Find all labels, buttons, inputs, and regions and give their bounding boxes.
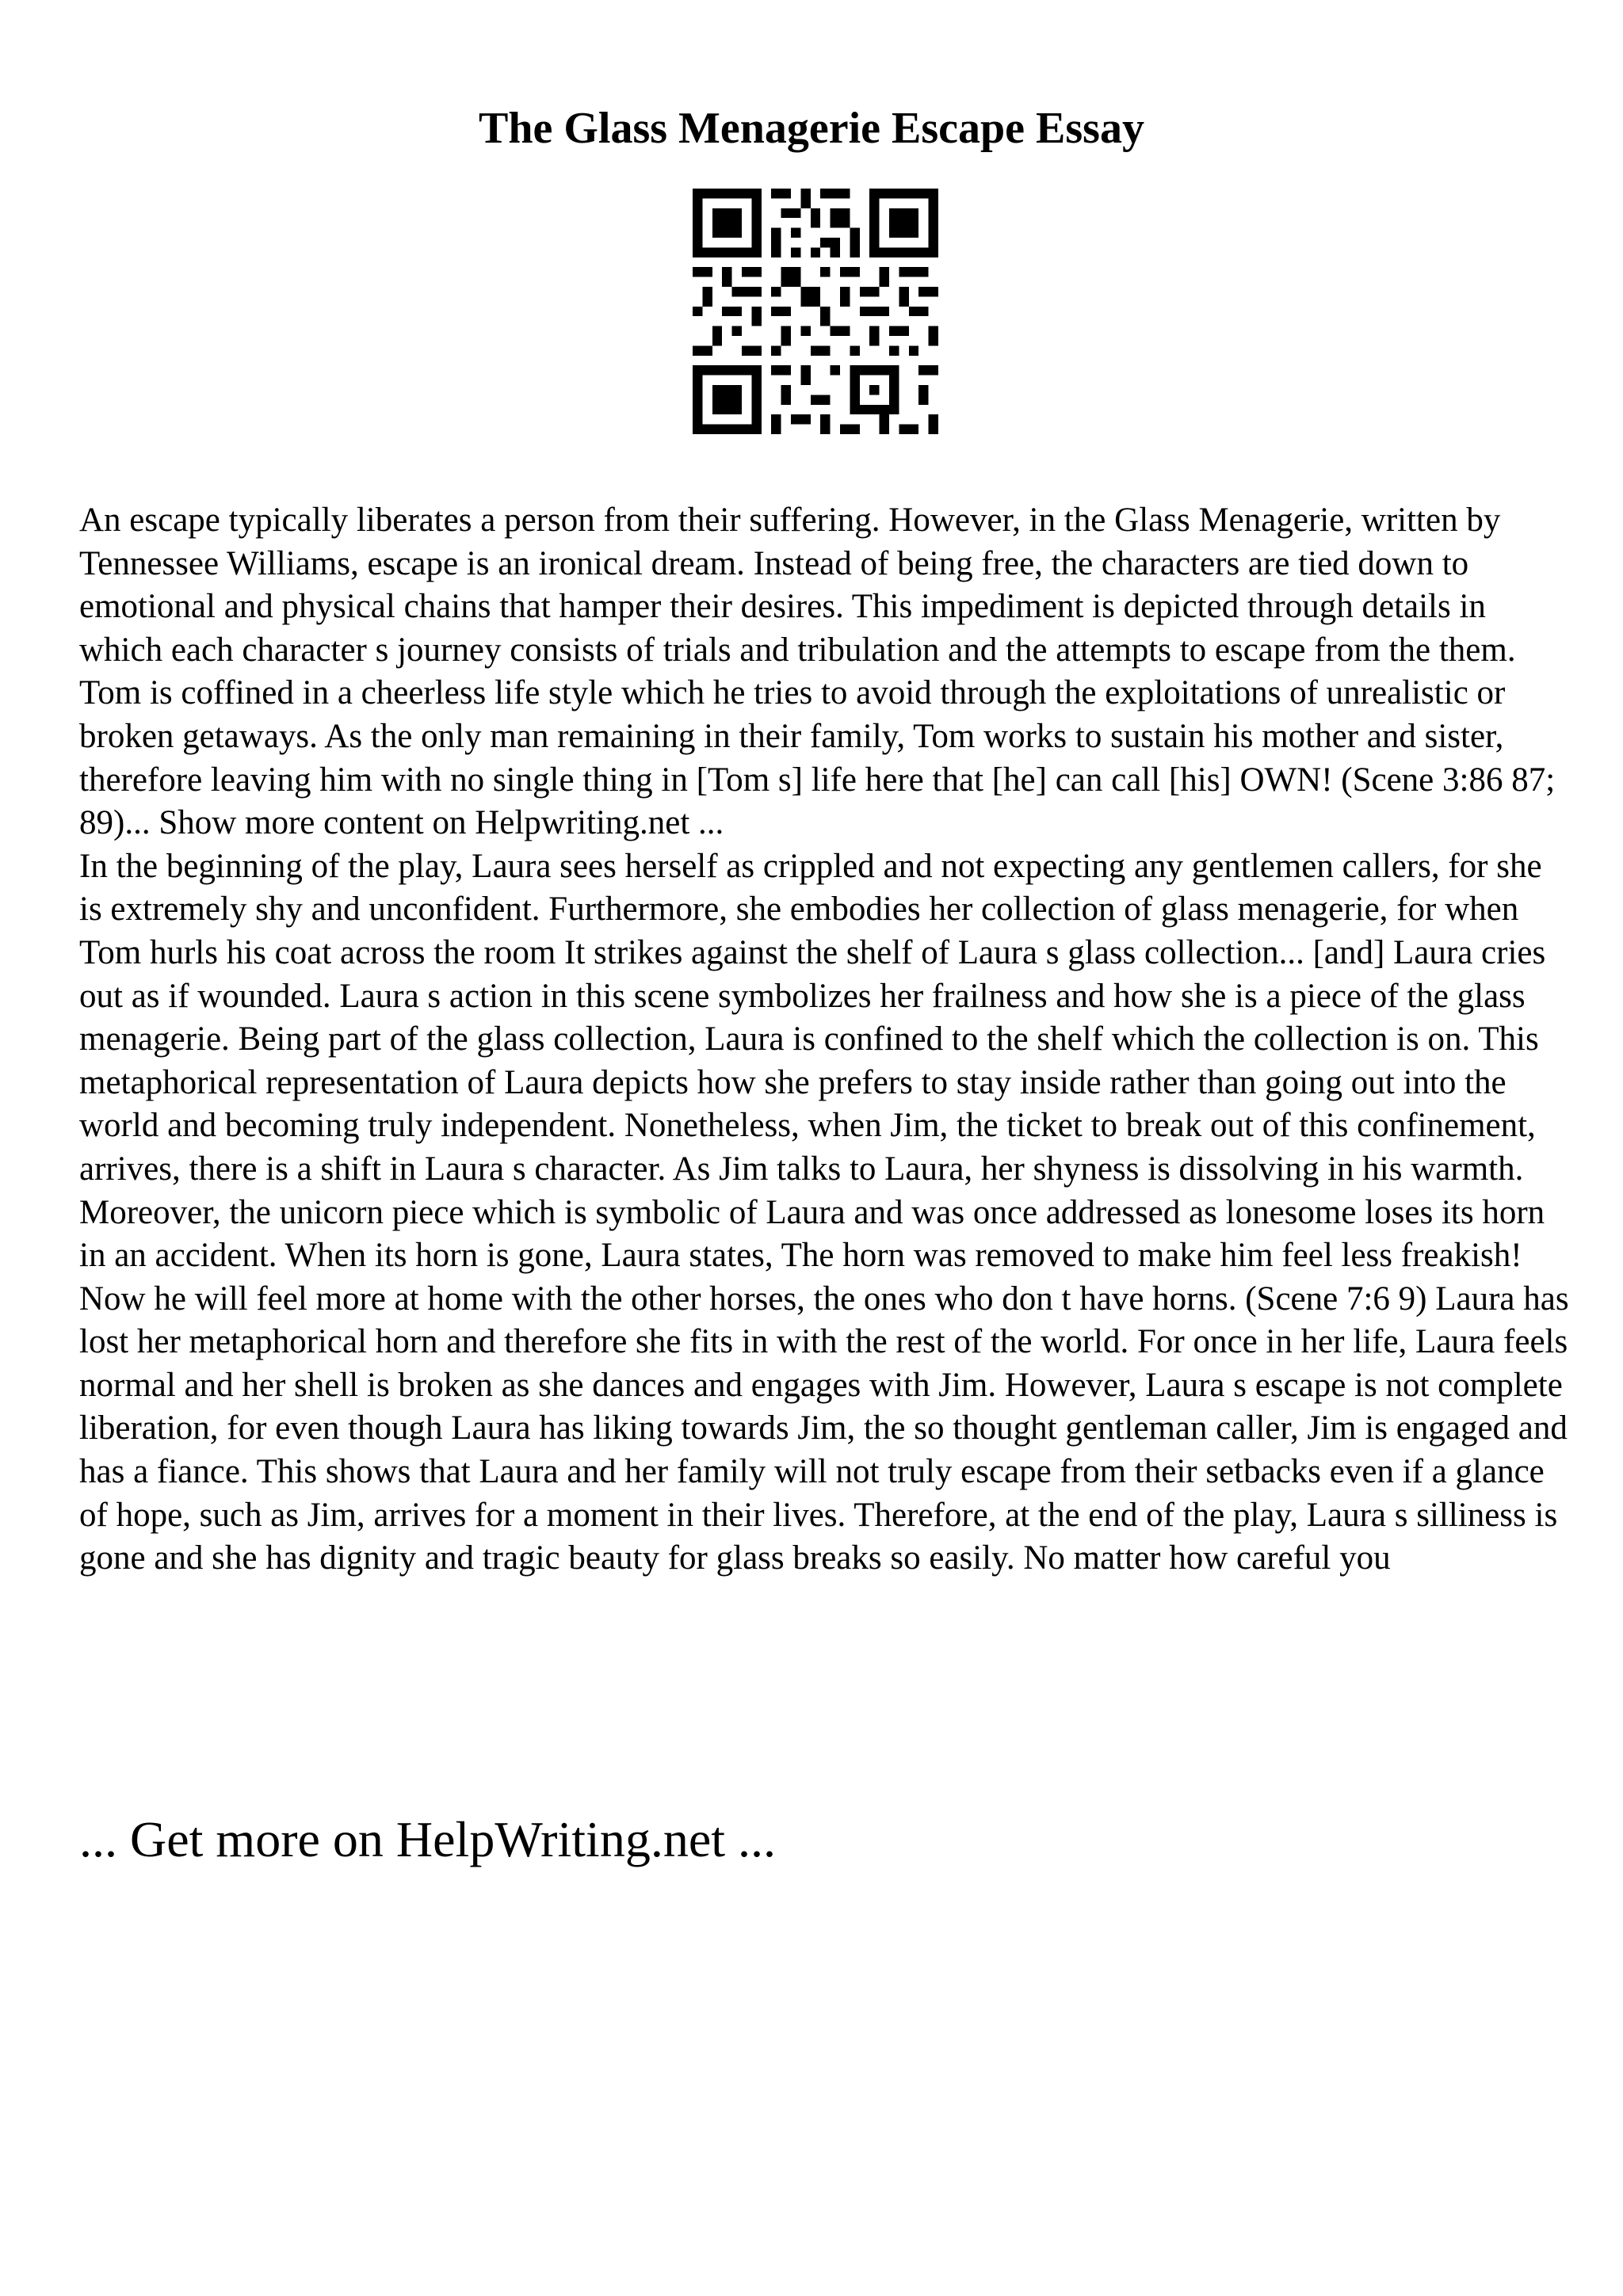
essay-paragraph-2: In the beginning of the play, Laura sees herself as crippled and not expecting any gentlemen callers, for she is extremely shy and unconfident. Furthermore, she embodies her collection of glass menagerie, for when Tom hurls his coat across the room It strikes against the shelf of Laura s glass collection... [and] Laura cries out as if wounded. Laura s action in this scene symbolizes her frailness and how she is a piece of the glass menagerie. Being part of the glass collection, Laura is confined to the shelf which the collection is on. This metaphorical representation of Laura depicts how she prefers to stay inside rather than going out into the world and becoming truly independent. Nonetheless, when Jim, the ticket to break out of this confinement, arrives, there is a shift in Laura s character. As Jim talks to Laura, her shyness is dissolving in his warmth. Moreover, the unicorn piece which is symbolic of Laura and was once addressed as lonesome loses its horn in an accident. When its horn is gone, Laura states, The horn was removed to make him feel less freakish! Now he will feel more at home with the other horses, the ones who don t have horns. (Scene 7:6 9) Laura has lost her metaphorical horn and therefore she fits in with the rest of the world. For once in her life, Laura feels normal and her shell is broken as she dances and engages with Jim. However, Laura s escape is not complete liberation, for even though Laura has liking towards Jim, the so thought gentleman caller, Jim is engaged and has a fiance. This shows that Laura and her family will not truly escape from their setbacks even if a glance of hope, such as Jim, arrives for a moment in their lives. Therefore, at the end of the play, Laura s silliness is gone and she has dignity and tragic beauty for glass breaks so easily. No matter how careful you [79, 847, 1569, 1577]
get-more-link[interactable]: ... Get more on HelpWriting.net ... [79, 1811, 776, 1867]
essay-body [79, 499, 1569, 1581]
essay-paragraph-1: An escape typically liberates a person from their suffering. However, in the Glass Menagerie, written by Tennessee Williams, escape is an ironical dream. Instead of being free, the characters are tied down to emotional and physical chains that hamper their desires. This impediment is depicted through details in which each character s journey consists of trials and tribulation and the attempts to escape from the them. Tom is coffined in a cheerless life style which he tries to avoid through the exploitations of unrealistic or broken getaways. As the only man remaining in their family, Tom works to sustain his mother and sister, therefore leaving him with no single thing in [Tom s] life here that [he] can call [his] OWN! (Scene 3:86 87; 89)... Show more content on Helpwriting.net ... [79, 502, 1556, 842]
qr-code-icon [693, 189, 938, 434]
page-title: The Glass Menagerie Escape Essay [479, 104, 1144, 153]
